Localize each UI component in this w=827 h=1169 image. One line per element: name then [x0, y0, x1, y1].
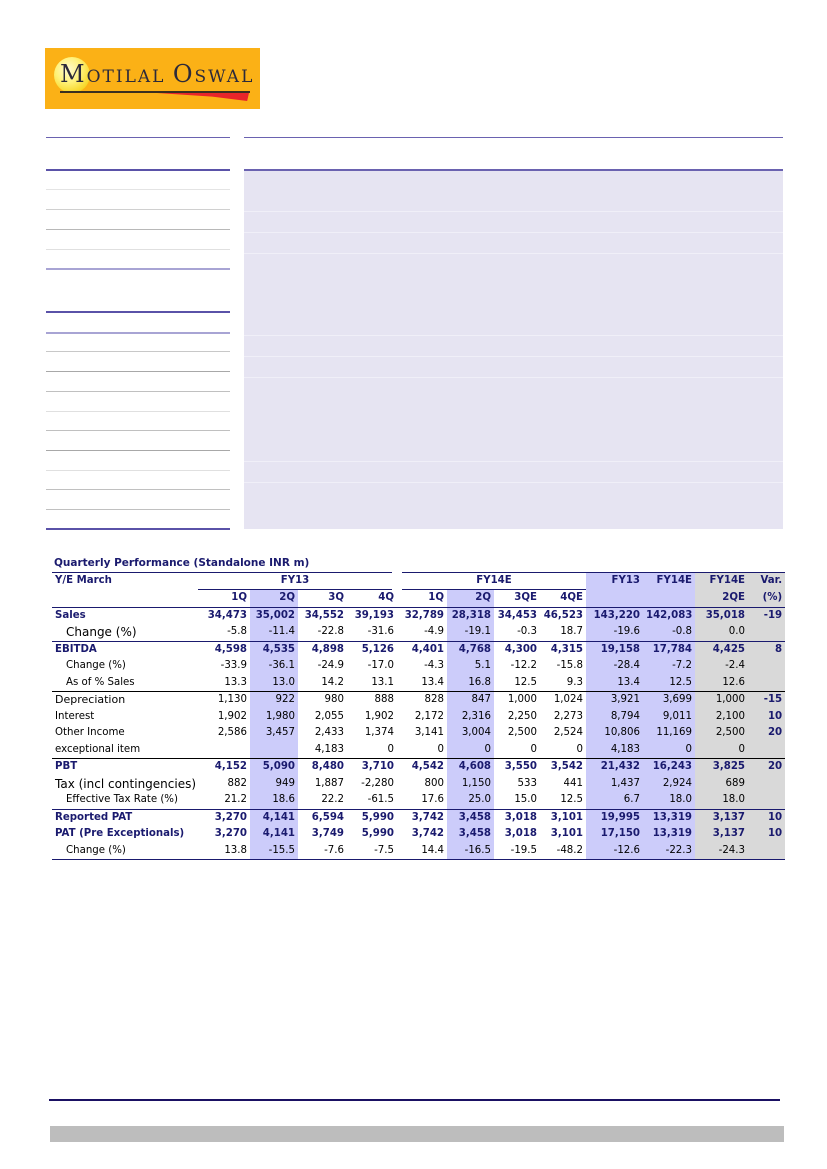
- cell: 18.6: [250, 792, 298, 809]
- cell: 1,000: [695, 692, 748, 709]
- cell: 0: [447, 742, 494, 759]
- cell: 3,825: [695, 759, 748, 776]
- cell: 46,523: [540, 607, 586, 624]
- table-row-exceptional-item: [52, 742, 785, 759]
- cell: -19: [748, 607, 785, 624]
- panel-divider: [244, 335, 783, 336]
- row-label: PBT: [52, 759, 198, 776]
- quarter-header: 2Q: [447, 590, 494, 608]
- cell: 143,220: [586, 607, 643, 624]
- table-row-reported-pat: [52, 809, 785, 826]
- cell: 9,011: [643, 709, 695, 726]
- cell: 3,742: [411, 828, 444, 839]
- table-row-sales-change: [52, 624, 785, 641]
- cell: [748, 742, 785, 759]
- left-panel-rule: [46, 268, 230, 270]
- cell: 8: [748, 641, 785, 658]
- cell: -48.2: [540, 843, 586, 860]
- table-row-interest: [52, 709, 785, 726]
- cell: -16.5: [447, 843, 494, 860]
- left-panel-rule: [46, 391, 230, 392]
- cell: 882: [227, 777, 247, 789]
- panel-divider: [244, 461, 783, 462]
- cell: 6,594: [298, 809, 347, 826]
- cell: 689: [695, 776, 748, 793]
- cell: 10: [748, 809, 785, 826]
- row-label: Tax (incl contingencies): [55, 776, 197, 791]
- cell: -36.1: [250, 658, 298, 675]
- ye-march-label: Y/E March: [52, 572, 198, 590]
- table-row-pbt: [52, 759, 785, 776]
- cell: 8,480: [298, 759, 347, 776]
- cell: 13.8: [198, 843, 250, 860]
- cell: 4,183: [586, 742, 643, 759]
- cell: 949: [250, 776, 298, 793]
- table-row-pat-change: [52, 843, 785, 860]
- cell: 2,316: [447, 709, 494, 726]
- right-panel-header-rule: [244, 169, 783, 171]
- footer-rule: [49, 1099, 780, 1101]
- cell: 922: [250, 692, 298, 709]
- cell: 21.2: [224, 794, 247, 805]
- cell: 2,055: [314, 710, 344, 722]
- cell: 533: [517, 777, 537, 789]
- cell: 18.0: [695, 792, 748, 809]
- cell: 3,137: [695, 809, 748, 826]
- cell: 2,586: [217, 727, 247, 738]
- cell: 0: [530, 743, 537, 755]
- cell: 1,902: [364, 710, 394, 722]
- cell: 2,172: [414, 710, 444, 722]
- cell: [748, 624, 785, 641]
- row-label: Change (%): [52, 843, 198, 860]
- cell: 19,158: [586, 641, 643, 658]
- cell: -2,280: [361, 777, 394, 789]
- row-label: PAT (Pre Exceptionals): [55, 828, 185, 839]
- table-row-sales: [52, 607, 785, 624]
- cell: 10: [748, 826, 785, 843]
- cell: 3,550: [494, 759, 540, 776]
- panel-divider: [244, 232, 783, 233]
- cell: 3,699: [643, 692, 695, 709]
- row-label: Effective Tax Rate (%): [66, 794, 178, 805]
- cell: 4,898: [298, 641, 347, 658]
- cell: -12.2: [510, 660, 537, 671]
- cell: 14.2: [321, 676, 344, 688]
- cell: 3,921: [586, 692, 643, 709]
- cell: 13,319: [643, 826, 695, 843]
- cell: [748, 776, 785, 793]
- cell: -24.9: [317, 660, 344, 671]
- cell: 21,432: [586, 759, 643, 776]
- cell: 5,990: [361, 828, 394, 839]
- row-label: Interest: [55, 710, 95, 722]
- cell: 142,083: [643, 607, 695, 624]
- row-label: Change (%): [66, 625, 137, 639]
- table-row-pat-pre-exceptionals: [52, 826, 785, 843]
- table-row-ebitda: [52, 641, 785, 658]
- cell: 10,806: [586, 725, 643, 742]
- cell: -22.3: [643, 843, 695, 860]
- cell: 12.5: [514, 676, 537, 688]
- cell: -2.4: [695, 658, 748, 675]
- cell: 32,789: [397, 607, 447, 624]
- cell: 3,270: [198, 809, 250, 826]
- cell: 1,437: [586, 776, 643, 793]
- left-panel-rule: [46, 351, 230, 352]
- header-row-quarters: [52, 590, 785, 608]
- cell: 39,193: [347, 607, 397, 624]
- cell: -15.5: [250, 843, 298, 860]
- cell: 3,710: [347, 759, 397, 776]
- table-title-row: [52, 555, 785, 572]
- cell: 4,315: [540, 641, 586, 658]
- left-panel-rule: [46, 311, 230, 313]
- cell: 17,150: [586, 826, 643, 843]
- cell: 18.7: [560, 626, 583, 637]
- cell: [748, 675, 785, 692]
- cell: -0.8: [643, 624, 695, 641]
- cell: 16,243: [643, 759, 695, 776]
- cell: 4,183: [314, 743, 344, 755]
- cell: 3,458: [447, 826, 494, 843]
- cell: 3,458: [447, 809, 494, 826]
- cell: 2,524: [553, 727, 583, 738]
- cell: -0.3: [517, 626, 537, 637]
- group-fy13: FY13: [198, 572, 397, 590]
- left-panel-rule: [46, 470, 230, 471]
- right-info-panel: [244, 170, 783, 529]
- cell: 10: [748, 709, 785, 726]
- panel-divider: [244, 377, 783, 378]
- cell: 847: [447, 692, 494, 709]
- cell: 1,000: [494, 692, 540, 709]
- cell: 1,887: [314, 777, 344, 789]
- cell: 4,141: [250, 826, 298, 843]
- cell: 35,018: [695, 607, 748, 624]
- footer-bar: [50, 1126, 784, 1142]
- cell: 8,794: [586, 709, 643, 726]
- left-panel-rule: [46, 229, 230, 230]
- table-title: Quarterly Performance (Standalone INR m): [54, 557, 310, 569]
- cell: -19.5: [494, 843, 540, 860]
- cell: 4,425: [695, 641, 748, 658]
- cell: [198, 742, 250, 759]
- cell: 4,598: [198, 641, 250, 658]
- cell: 6.7: [586, 792, 643, 809]
- left-panel-rule: [46, 411, 230, 412]
- row-label: Sales: [52, 607, 198, 624]
- left-panel-rule: [46, 332, 230, 334]
- left-panel-rule: [46, 528, 230, 530]
- cell: 13.4: [421, 676, 444, 688]
- cell: -28.4: [586, 658, 643, 675]
- cell: -7.6: [298, 843, 347, 860]
- cell: 2,273: [553, 710, 583, 722]
- cell: 11,169: [643, 725, 695, 742]
- left-panel-rule: [46, 509, 230, 510]
- cell: 3,742: [397, 809, 447, 826]
- cell: -11.4: [250, 624, 298, 641]
- cell: 16.8: [447, 675, 494, 692]
- cell: 17,784: [643, 641, 695, 658]
- cell: -15.8: [556, 660, 583, 671]
- cell: 980: [298, 692, 347, 709]
- cell: 3,018: [494, 809, 540, 826]
- logo-wordmark: MOTILAL OSWAL: [60, 60, 255, 88]
- panel-divider: [244, 356, 783, 357]
- quarter-header: 3QE: [514, 592, 537, 603]
- left-panel-rule: [46, 209, 230, 210]
- cell: 20: [748, 725, 785, 742]
- left-panel-rule: [46, 371, 230, 372]
- var-unit-header: (%): [748, 590, 785, 608]
- cell: 18.0: [643, 792, 695, 809]
- cell: 22.2: [321, 794, 344, 805]
- left-panel-rule: [46, 189, 230, 190]
- row-label: Depreciation: [52, 692, 198, 709]
- row-label: Reported PAT: [52, 809, 198, 826]
- cell: 4,535: [250, 641, 298, 658]
- header-row-groups: [52, 572, 785, 590]
- cell: 1,130: [198, 692, 250, 709]
- cell: [748, 658, 785, 675]
- cell: -19.6: [586, 624, 643, 641]
- cell: 1,902: [217, 710, 247, 722]
- row-label: EBITDA: [52, 641, 198, 658]
- annual-fy13-header: FY13: [586, 572, 643, 590]
- left-panel-rule: [46, 249, 230, 250]
- cell: 4,542: [397, 759, 447, 776]
- logo-red-swoosh: [157, 93, 249, 101]
- cell: 34,552: [298, 607, 347, 624]
- cell: 1,150: [447, 776, 494, 793]
- cell: 4,300: [494, 641, 540, 658]
- cell: 35,002: [250, 607, 298, 624]
- cell: 3,101: [540, 809, 586, 826]
- table-row-ebitda-change: [52, 658, 785, 675]
- cell: 13.1: [371, 676, 394, 688]
- motilal-oswal-logo: [45, 48, 260, 109]
- cell: 34,473: [198, 607, 250, 624]
- cell: 888: [347, 692, 397, 709]
- left-panel-rule: [46, 450, 230, 451]
- cell: 19,995: [586, 809, 643, 826]
- cell: -61.5: [367, 794, 394, 805]
- group-fy14e: FY14E: [397, 572, 586, 590]
- cell: 4,768: [447, 641, 494, 658]
- cell: 1,374: [364, 727, 394, 738]
- cell: 0.0: [695, 624, 748, 641]
- cell: 2,433: [314, 727, 344, 738]
- cell: 28,318: [447, 607, 494, 624]
- right-panel-top-rule: [244, 137, 783, 138]
- left-panel-rule: [46, 169, 230, 171]
- row-label: Other Income: [55, 727, 125, 738]
- table-row-other-income: [52, 725, 785, 742]
- cell: 0: [643, 742, 695, 759]
- cell: 2,100: [695, 709, 748, 726]
- cell: 3,137: [695, 826, 748, 843]
- quarter-header: 2Q: [250, 590, 298, 608]
- cell: -7.5: [347, 843, 397, 860]
- cell: 14.4: [397, 843, 447, 860]
- cell: 3,004: [447, 725, 494, 742]
- var-header: Var.: [748, 572, 785, 590]
- cell: 3,018: [504, 828, 537, 839]
- cell: 15.0: [514, 794, 537, 805]
- cell: 4,401: [397, 641, 447, 658]
- cell: 34,453: [494, 607, 540, 624]
- cell: -33.9: [220, 660, 247, 671]
- cell: 4,152: [198, 759, 250, 776]
- cell: 20: [748, 759, 785, 776]
- cell: 3,542: [540, 759, 586, 776]
- cell: 3,749: [311, 828, 344, 839]
- quarter-header: 1Q: [231, 592, 247, 603]
- row-label: As of % Sales: [66, 676, 135, 688]
- cell: 4,141: [250, 809, 298, 826]
- cell: 3,141: [414, 727, 444, 738]
- cell: -4.9: [424, 626, 444, 637]
- cell: [250, 742, 298, 759]
- panel-divider: [244, 482, 783, 483]
- cell: 441: [563, 777, 583, 789]
- cell: 3,457: [250, 725, 298, 742]
- cell: -31.6: [367, 626, 394, 637]
- cell: 1,980: [250, 709, 298, 726]
- cell: -4.3: [424, 660, 444, 671]
- quarter-header: 4QE: [560, 592, 583, 603]
- table-row-tax: [52, 776, 785, 793]
- cell: 1,024: [540, 692, 586, 709]
- cell: 2,924: [643, 776, 695, 793]
- cell: 12.5: [643, 675, 695, 692]
- est-quarter-header: 2QE: [695, 590, 748, 608]
- cell: 3,101: [550, 828, 583, 839]
- panel-divider: [244, 253, 783, 254]
- left-panel-rule: [46, 137, 230, 138]
- quarter-header: 4Q: [378, 592, 394, 603]
- cell: -22.8: [317, 626, 344, 637]
- table-row-ebitda-margin: [52, 675, 785, 692]
- table-row-depreciation: [52, 692, 785, 709]
- cell: 800: [424, 777, 444, 789]
- cell: -17.0: [367, 660, 394, 671]
- cell: -19.1: [447, 624, 494, 641]
- cell: 25.0: [447, 792, 494, 809]
- cell: 17.6: [421, 794, 444, 805]
- est-fy14e-header: FY14E: [695, 572, 748, 590]
- cell: 5.1: [447, 658, 494, 675]
- cell: 12.6: [695, 675, 748, 692]
- cell: 13,319: [643, 809, 695, 826]
- cell: 0: [695, 742, 748, 759]
- cell: 0: [387, 743, 394, 755]
- quarter-header: 1Q: [428, 592, 444, 603]
- cell: 2,500: [507, 727, 537, 738]
- cell: 13.0: [250, 675, 298, 692]
- cell: [748, 792, 785, 809]
- cell: 5,090: [250, 759, 298, 776]
- cell: 13.4: [586, 675, 643, 692]
- cell: -12.6: [586, 843, 643, 860]
- quarterly-performance-table: [52, 555, 785, 860]
- cell: -15: [748, 692, 785, 709]
- quarter-header: 3Q: [328, 592, 344, 603]
- row-label: exceptional item: [55, 743, 141, 755]
- cell: 3,270: [214, 828, 247, 839]
- row-label: Change (%): [66, 660, 126, 671]
- cell: 13.3: [224, 676, 247, 688]
- cell: -24.3: [695, 843, 748, 860]
- cell: 5,990: [347, 809, 397, 826]
- cell: -7.2: [643, 658, 695, 675]
- cell: 2,500: [695, 725, 748, 742]
- cell: 0: [576, 743, 583, 755]
- left-panel-rule: [46, 489, 230, 490]
- logo-underline: [60, 91, 250, 93]
- cell: 12.5: [560, 794, 583, 805]
- annual-fy14e-header: FY14E: [643, 572, 695, 590]
- cell: 0: [437, 743, 444, 755]
- left-panel-rule: [46, 430, 230, 431]
- cell: 2,250: [507, 710, 537, 722]
- table-row-effective-tax-rate: [52, 792, 785, 809]
- cell: 4,608: [447, 759, 494, 776]
- cell: [748, 843, 785, 860]
- cell: 9.3: [566, 676, 583, 688]
- panel-divider: [244, 211, 783, 212]
- cell: -5.8: [227, 626, 247, 637]
- cell: 5,126: [347, 641, 397, 658]
- cell: 828: [397, 692, 447, 709]
